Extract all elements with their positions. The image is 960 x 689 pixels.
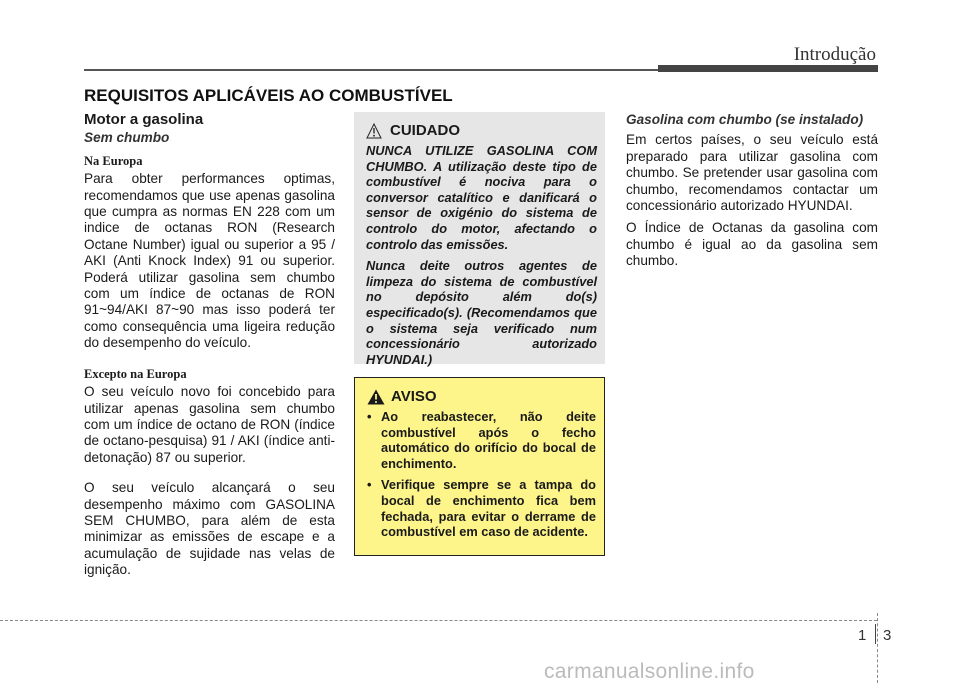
europe-label: Na Europa — [84, 153, 143, 168]
footer-vertical-line — [877, 613, 878, 683]
watermark: carmanualsonline.info — [544, 660, 755, 683]
warning-box — [354, 377, 605, 556]
header-bar — [658, 65, 878, 72]
caution-box — [354, 112, 605, 367]
right-column — [626, 112, 878, 276]
caution-paragraph-2: Nunca deite outros agentes de limpeza do sistema de combustível no depósito além do(s) especificado(s). (Recomendamos que o sistema seja verificado num concessionário autorizado HYUNDAI.) — [366, 258, 597, 367]
caution-triangle-outline-icon — [366, 123, 382, 139]
header-rule — [84, 69, 658, 71]
leaded-paragraph-1: Em certos países, o seu veículo está preparado para utilizar gasolina com chumbo. Se pretender usar gasolina com chumbo, recomendamos contactar um concessionário autorizado HYUNDAI. — [626, 132, 878, 214]
warning-list — [367, 409, 596, 540]
performance-paragraph: O seu veículo alcançará o seu desempenho máximo com GASOLINA SEM CHUMBO, para além de esta minimizar as emissões de escape e a acumulação de sujidade nas velas de ignição. — [84, 480, 335, 578]
caution-title — [366, 122, 597, 139]
warning-item: • Ao reabastecer, não deite combustível após o fecho automático do orifício do bocal de enchimento. — [367, 409, 596, 471]
warning-triangle-filled-icon — [367, 389, 385, 405]
caution-title-text: CUIDADO — [390, 122, 460, 139]
section-title: REQUISITOS APLICÁVEIS AO COMBUSTÍVEL — [84, 86, 453, 105]
footer-separator — [875, 624, 876, 644]
leaded-paragraph-2: O Índice de Octanas da gasolina com chumbo é igual ao da gasolina sem chumbo. — [626, 220, 878, 269]
non-europe-label: Excepto na Europa — [84, 366, 187, 381]
warning-item: • Verifique sempre se a tampa do bocal de enchimento fica bem fechada, para evitar o derrame de combustível em caso de acidente. — [367, 477, 596, 539]
caution-paragraph-1: NUNCA UTILIZE GASOLINA COM CHUMBO. A utilização deste tipo de combustível é nociva para o conversor catalítico e danificará o sensor de oxigénio do sistema de controlo do motor, afectando o controlo das emissões. — [366, 143, 597, 252]
engine-heading: Motor a gasolina — [84, 111, 204, 128]
warning-title — [367, 388, 596, 405]
page-number: 3 — [883, 627, 892, 644]
non-europe-paragraph: O seu veículo novo foi concebido para utilizar apenas gasolina sem chumbo com um índice de octano de RON (índice de octano-pesquisa) 91 / AKI (índice anti-detonação) 87 ou superior. — [84, 384, 335, 465]
unleaded-subheading: Sem chumbo — [84, 130, 170, 146]
chapter-number: 1 — [858, 627, 867, 644]
leaded-heading: Gasolina com chumbo (se instalado) — [626, 112, 864, 127]
footer-dashed-line — [0, 620, 877, 621]
left-column — [84, 112, 335, 585]
warning-title-text: AVISO — [391, 388, 437, 405]
chapter-title: Introdução — [793, 44, 876, 65]
europe-paragraph: Para obter performances optimas, recomendamos que use apenas gasolina que cumpra as normas EN 228 com um indice de octanas RON (Research Octane Number) igual ou superior a 95 / AKI (Anti Knock Index) 91 ou superior. Poderá utilizar gasolina sem chumbo com um índice de octanas de RON 91~94/AKI 87~90 mas isso poderá ter como consequência uma ligeira redução do desempenho do veículo. — [84, 171, 335, 351]
